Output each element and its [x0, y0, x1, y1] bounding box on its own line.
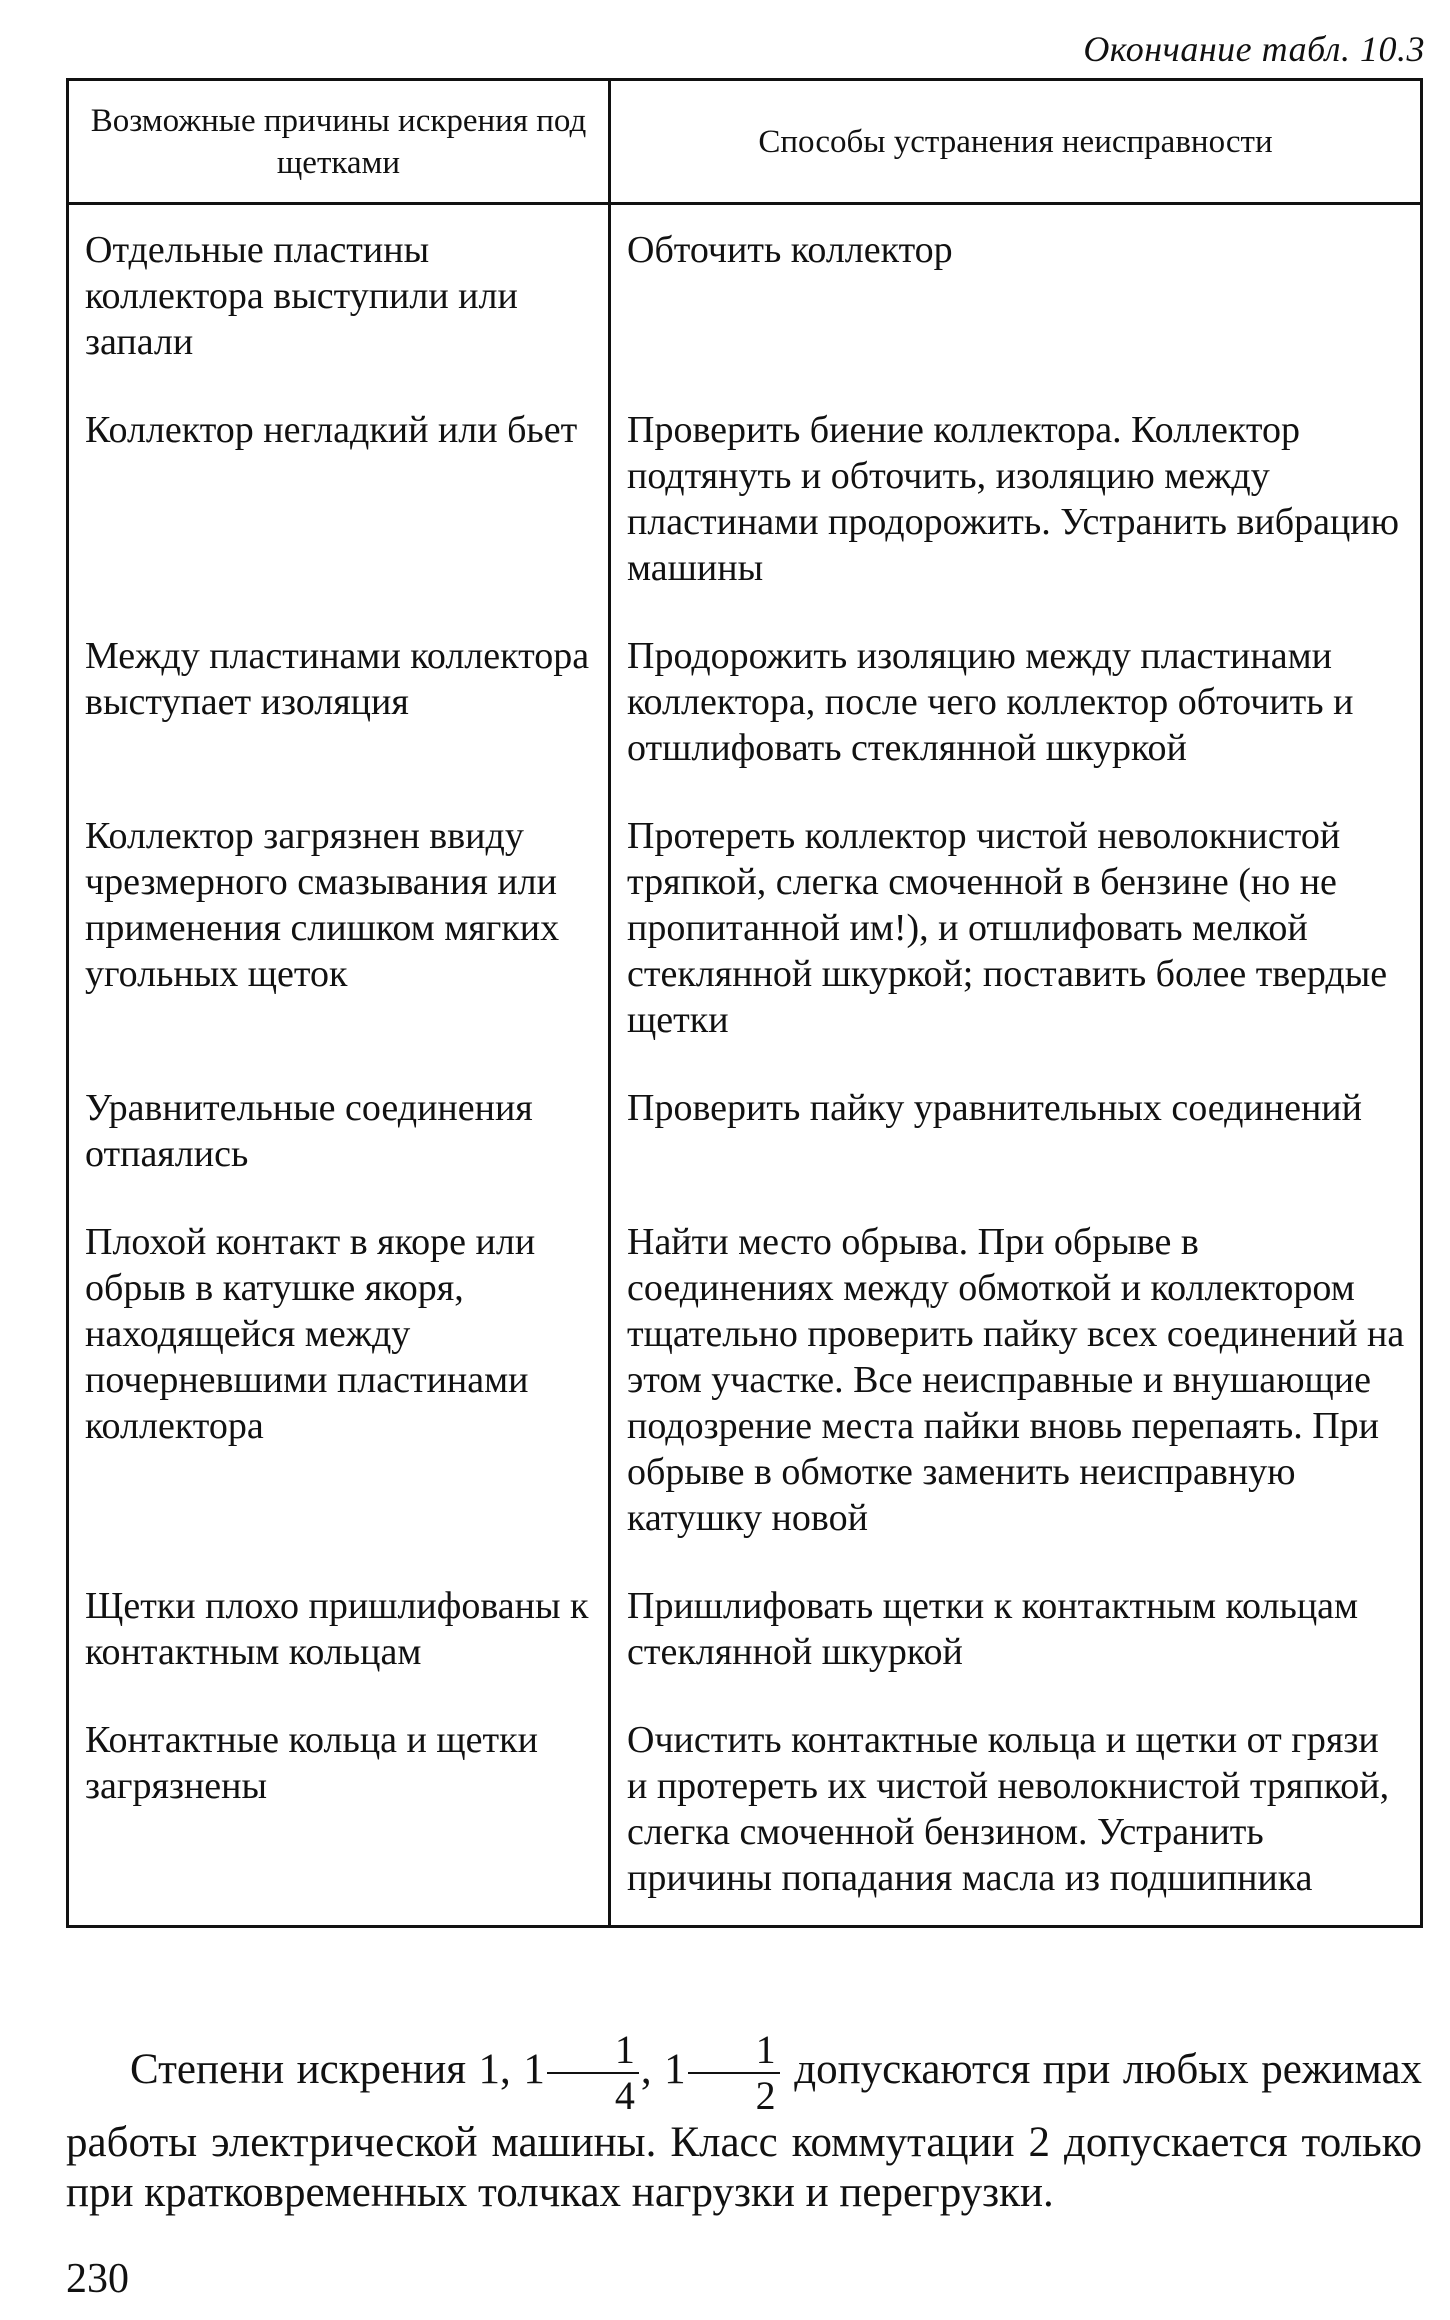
fraction-numerator: 1 [688, 2028, 780, 2074]
table-row [68, 795, 1422, 1067]
header-causes: Возможные причины искрения под щетками [68, 80, 610, 204]
troubleshooting-table [66, 78, 1423, 1928]
cause-cell: Коллектор негладкий или бьет [68, 389, 610, 615]
page-number: 230 [66, 2256, 129, 2302]
fraction-numerator: 1 [547, 2028, 639, 2074]
table-row [68, 389, 1422, 615]
cause-cell: Контактные кольца и щетки загрязнены [68, 1699, 610, 1927]
sparking-paragraph [66, 2028, 1422, 2218]
cause-cell: Коллектор загрязнен ввиду чрезмерного смазывания или применения слишком мягких угольных щеток [68, 795, 610, 1067]
remedy-cell: Проверить биение коллектора. Коллектор подтянуть и обточить, изоляцию между пластинами продорожить. Устранить вибрацию машины [610, 389, 1422, 615]
fraction-denominator: 2 [755, 2073, 776, 2118]
cause-cell: Плохой контакт в якоре или обрыв в катушке якоря, находящейся между почерневшими пластинами коллектора [68, 1201, 610, 1565]
remedy-cell: Очистить контактные кольца и щетки от грязи и протереть их чистой неволокнистой тряпкой, слегка смоченной бензином. Устранить причины попадания масла из подшипника [610, 1699, 1422, 1927]
remedy-cell: Протереть коллектор чистой неволокнистой тряпкой, слегка смоченной в бензине (но не пропитанной им!), и отшлифовать мелкой стеклянной шкуркой; поставить более твердые щетки [610, 795, 1422, 1067]
remedy-cell: Найти место обрыва. При обрыве в соединениях между обмоткой и коллектором тщательно проверить пайку всех соединений на этом участке. Все неисправные и внушающие подозрение места пайки вновь перепаять. При обрыве в обмотке заменить неисправную катушку новой [610, 1201, 1422, 1565]
table-row [68, 1067, 1422, 1201]
paragraph-lead: Степени искрения 1, [130, 2045, 511, 2093]
remedy-cell: Обточить коллектор [610, 204, 1422, 390]
table-row [68, 1565, 1422, 1699]
fraction-separator: , [640, 2045, 652, 2093]
fraction-whole: 1 [664, 2045, 686, 2093]
cause-cell: Между пластинами коллектора выступает изоляция [68, 615, 610, 795]
fraction-one-half [688, 2028, 780, 2118]
fraction-one-quarter [547, 2028, 639, 2118]
fraction-whole: 1 [523, 2045, 545, 2093]
remedy-cell: Пришлифовать щетки к контактным кольцам стеклянной шкуркой [610, 1565, 1422, 1699]
paragraph-rest: допускаются при любых режимах работы электрической машины. Класс коммутации 2 допускается только при кратковременных толчках нагрузки и перегрузки. [66, 2045, 1423, 2216]
remedy-cell: Продорожить изоляцию между пластинами коллектора, после чего коллектор обточить и отшлифовать стеклянной шкуркой [610, 615, 1422, 795]
table-header-row [68, 80, 1422, 204]
remedy-cell: Проверить пайку уравнительных соединений [610, 1067, 1422, 1201]
table-row [68, 615, 1422, 795]
table-caption: Окончание табл. 10.3 [1083, 29, 1425, 69]
cause-cell: Щетки плохо пришлифованы к контактным кольцам [68, 1565, 610, 1699]
cause-cell: Уравнительные соединения отпаялись [68, 1067, 610, 1201]
cause-cell: Отдельные пластины коллектора выступили или запали [68, 204, 610, 390]
header-remedies: Способы устранения неисправности [610, 80, 1422, 204]
table-row [68, 204, 1422, 390]
table-row [68, 1201, 1422, 1565]
fraction-denominator: 4 [614, 2073, 635, 2118]
table-row [68, 1699, 1422, 1927]
